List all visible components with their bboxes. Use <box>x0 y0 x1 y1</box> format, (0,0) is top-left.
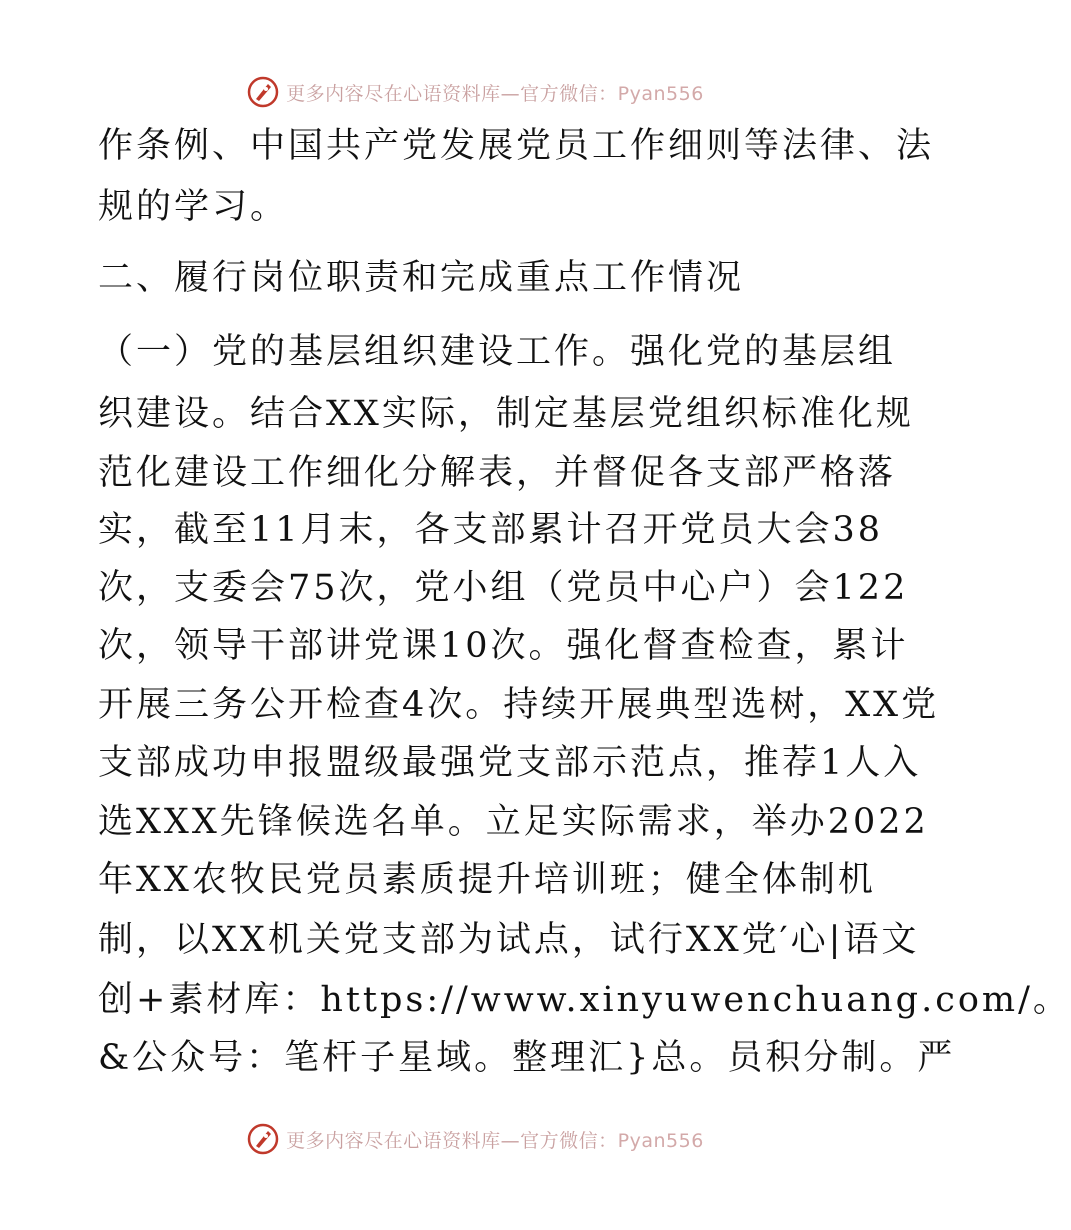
section-heading: 二、履行岗位职责和完成重点工作情况 <box>98 258 745 298</box>
body-line: 选XXX先锋候选名单。立足实际需求，举办2022 <box>98 802 929 842</box>
body-line: 实，截至11月末，各支部累计召开党员大会38 <box>98 510 884 550</box>
body-line: 作条例、中国共产党发展党员工作细则等法律、法 <box>98 126 935 166</box>
pen-nib-logo-icon <box>246 1122 280 1156</box>
footer-banner <box>0 1119 950 1159</box>
header-wechat-id: Pyan556 <box>617 82 704 105</box>
body-line: 开展三务公开检查4次。持续开展典型选树，XX党 <box>98 685 940 725</box>
body-line: 创+素材库：https://www.xinyuwenchuang.com/。 <box>98 980 1071 1020</box>
body-line: 制，以XX机关党支部为试点，试行XX党′心|语文 <box>98 920 920 960</box>
body-line: 次，领导干部讲党课10次。强化督查检查，累计 <box>98 626 909 666</box>
footer-banner-text: 更多内容尽在心语资料库—官方微信：Pyan556 <box>286 1129 704 1152</box>
body-line: 支部成功申报盟级最强党支部示范点，推荐1人入 <box>98 743 922 783</box>
body-line: &公众号：笔杆子星域。整理汇}总。员积分制。严 <box>98 1038 956 1078</box>
footer-wechat-id: Pyan556 <box>617 1129 704 1152</box>
body-line: （一）党的基层组织建设工作。强化党的基层组 <box>98 332 897 372</box>
header-banner-text: 更多内容尽在心语资料库—官方微信：Pyan556 <box>286 82 704 105</box>
body-line: 次，支委会75次，党小组（党员中心户）会122 <box>98 568 909 608</box>
body-line: 年XX农牧民党员素质提升培训班；健全体制机 <box>98 860 876 900</box>
body-line: 织建设。结合XX实际，制定基层党组织标准化规 <box>98 394 914 434</box>
body-line: 范化建设工作细化分解表，并督促各支部严格落 <box>98 453 897 493</box>
body-line: 规的学习。 <box>98 187 289 227</box>
